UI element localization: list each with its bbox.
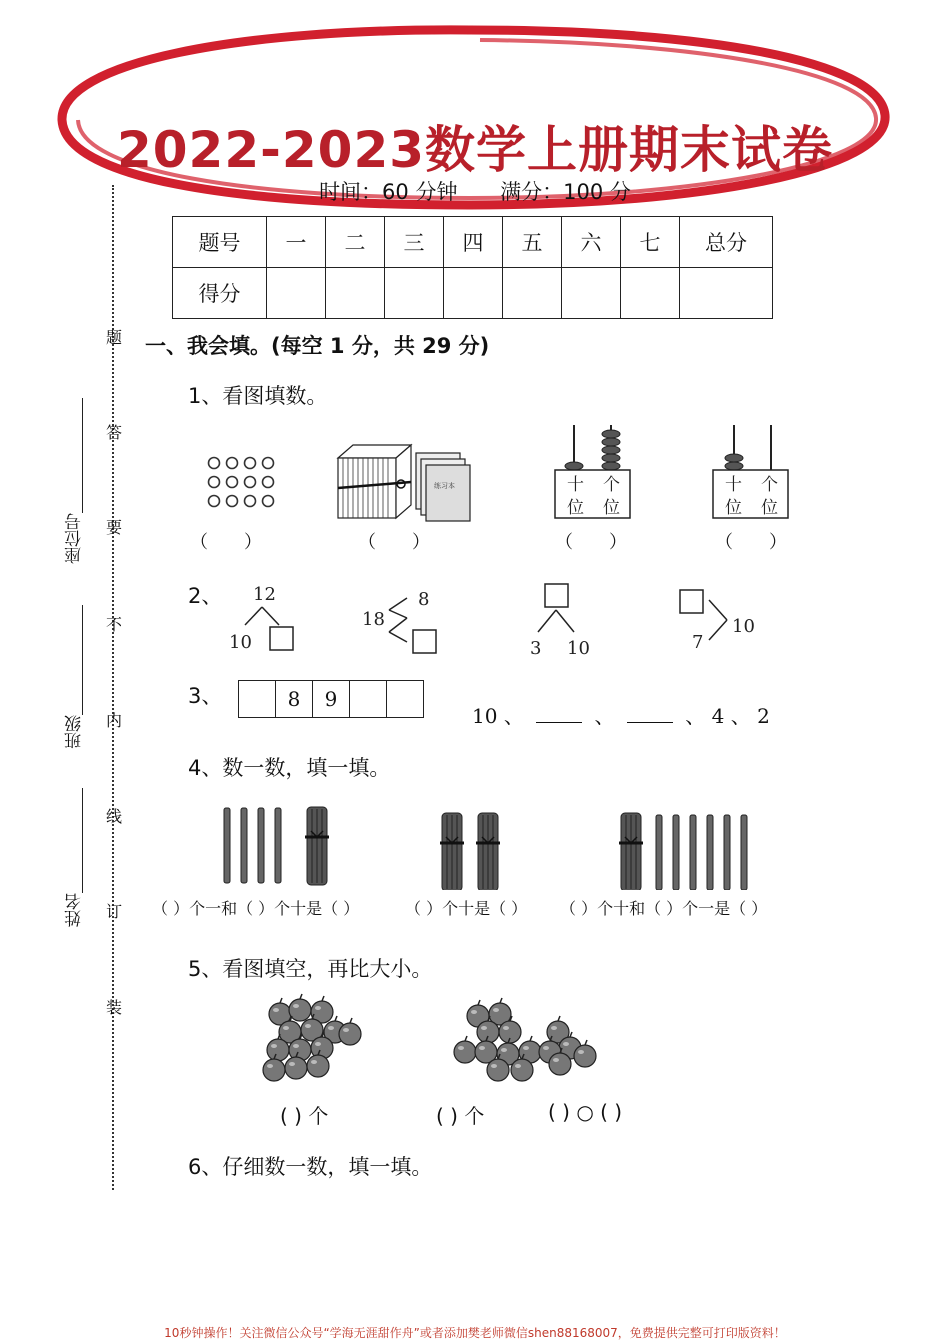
header-cell: 题号 xyxy=(173,217,267,268)
class-label: 班级 xyxy=(65,715,85,749)
side-char: 题 xyxy=(106,328,123,347)
q2-label: 2、 xyxy=(188,584,223,608)
q5-compare[interactable]: ( ) ○ ( ) xyxy=(548,1100,623,1124)
q4-caption[interactable]: （ ）个十和（ ）个一是（ ） xyxy=(560,899,768,918)
score-cell[interactable] xyxy=(562,268,621,319)
q5-caption-2[interactable]: ( ) 个 xyxy=(436,1104,485,1128)
page-title: 2022-2023数学上册期末试卷 xyxy=(116,121,834,179)
seq-number: 2 xyxy=(757,704,770,728)
section-1-title: 一、我会填。(每空 1 分，共 29 分) xyxy=(145,334,490,358)
side-char: 装 xyxy=(106,998,123,1017)
abacus-label: 十 xyxy=(725,475,742,495)
q5-label: 5、看图填空，再比大小。 xyxy=(188,957,433,981)
q6-label: 6、仔细数一数，填一填。 xyxy=(188,1155,433,1179)
score-cell[interactable] xyxy=(267,268,326,319)
apples-icon xyxy=(260,992,610,1087)
split-number: 3 xyxy=(530,638,542,659)
header-cell: 总分 xyxy=(680,217,773,268)
number-split-diagrams xyxy=(225,580,805,665)
abacus-icon-1 xyxy=(550,420,635,520)
split-number: 7 xyxy=(692,632,704,653)
seq-number: 4 xyxy=(711,704,725,728)
q4-label: 4、数一数，填一填。 xyxy=(188,756,391,780)
side-char: 订 xyxy=(106,902,123,921)
seq-blank[interactable] xyxy=(627,722,673,723)
abacus-label: 个 xyxy=(603,475,620,495)
abacus-label: 位 xyxy=(725,498,742,518)
q1-label: 1、看图填数。 xyxy=(188,384,328,408)
header-cell: 一 xyxy=(267,217,326,268)
abacus-label: 位 xyxy=(603,498,620,518)
class-underline xyxy=(82,605,83,715)
header-cell: 二 xyxy=(326,217,385,268)
abacus-icon-2 xyxy=(710,420,795,520)
side-char: 要 xyxy=(106,518,123,537)
score-cell[interactable] xyxy=(326,268,385,319)
seat-underline xyxy=(82,398,83,513)
seq-sep: 、 xyxy=(594,704,615,728)
split-number: 10 xyxy=(732,616,755,637)
split-number: 10 xyxy=(229,632,252,653)
footer-note: 10秒钟操作！关注微信公众号“学海无涯甜作舟”或者添加樊老师微信shen88168007，免费提供完整可打印版资料！ xyxy=(164,1326,786,1340)
header-cell: 五 xyxy=(503,217,562,268)
abacus-label: 位 xyxy=(567,498,584,518)
seq-sep: 、 xyxy=(730,704,751,728)
full-score-text: 满分：100 分 xyxy=(500,180,631,204)
header-cell: 六 xyxy=(562,217,621,268)
score-table xyxy=(172,216,773,319)
circles-grid-icon xyxy=(200,452,290,512)
side-char: 内 xyxy=(106,711,123,730)
seq-sep: 、 xyxy=(685,704,706,728)
exam-meta xyxy=(0,176,950,206)
name-label: 姓名 xyxy=(65,893,85,927)
name-underline xyxy=(82,788,83,893)
answer-paren[interactable]: （ ） xyxy=(358,532,430,553)
seq-blank[interactable] xyxy=(536,722,582,723)
score-cell[interactable] xyxy=(621,268,680,319)
book-label: 练习本 xyxy=(434,482,455,490)
score-table-row xyxy=(173,268,773,319)
number-boxes xyxy=(238,680,424,718)
books-bundle-icon xyxy=(333,440,478,525)
time-text: 时间：60 分钟 xyxy=(319,180,458,204)
number-box[interactable] xyxy=(239,681,276,717)
side-char: 不 xyxy=(106,615,123,634)
split-number: 12 xyxy=(253,584,276,605)
row-label: 得分 xyxy=(173,268,267,319)
answer-paren[interactable]: （ ） xyxy=(555,532,627,553)
answer-paren[interactable]: （ ） xyxy=(715,532,787,553)
q4-caption[interactable]: （ ）个一和（ ）个十是（ ） xyxy=(152,899,360,918)
header-cell: 三 xyxy=(385,217,444,268)
split-number: 18 xyxy=(362,609,385,630)
header-cell: 七 xyxy=(621,217,680,268)
side-char: 线 xyxy=(106,807,123,826)
q3-label: 3、 xyxy=(188,684,223,708)
sticks-bundles-icon xyxy=(210,805,770,890)
score-cell[interactable] xyxy=(503,268,562,319)
score-cell[interactable] xyxy=(680,268,773,319)
answer-paren[interactable]: （ ） xyxy=(190,532,262,553)
number-box: 9 xyxy=(313,681,350,717)
header-cell: 四 xyxy=(444,217,503,268)
seat-number-label: 座位号 xyxy=(65,513,85,564)
seq-number: 10 xyxy=(472,704,498,728)
abacus-label: 十 xyxy=(567,475,584,495)
abacus-label: 位 xyxy=(761,498,778,518)
q4-caption[interactable]: （ ）个十是（ ） xyxy=(405,899,528,918)
q5-caption-1[interactable]: ( ) 个 xyxy=(280,1104,329,1128)
score-cell[interactable] xyxy=(385,268,444,319)
split-number: 10 xyxy=(567,638,590,659)
split-number: 8 xyxy=(418,589,430,610)
number-sequence xyxy=(472,700,770,729)
number-box: 8 xyxy=(276,681,313,717)
number-box[interactable] xyxy=(387,681,423,717)
score-cell[interactable] xyxy=(444,268,503,319)
seq-sep: 、 xyxy=(503,704,524,728)
number-box[interactable] xyxy=(350,681,387,717)
side-char: 答 xyxy=(106,423,123,442)
score-table-header xyxy=(173,217,773,268)
abacus-label: 个 xyxy=(761,475,778,495)
